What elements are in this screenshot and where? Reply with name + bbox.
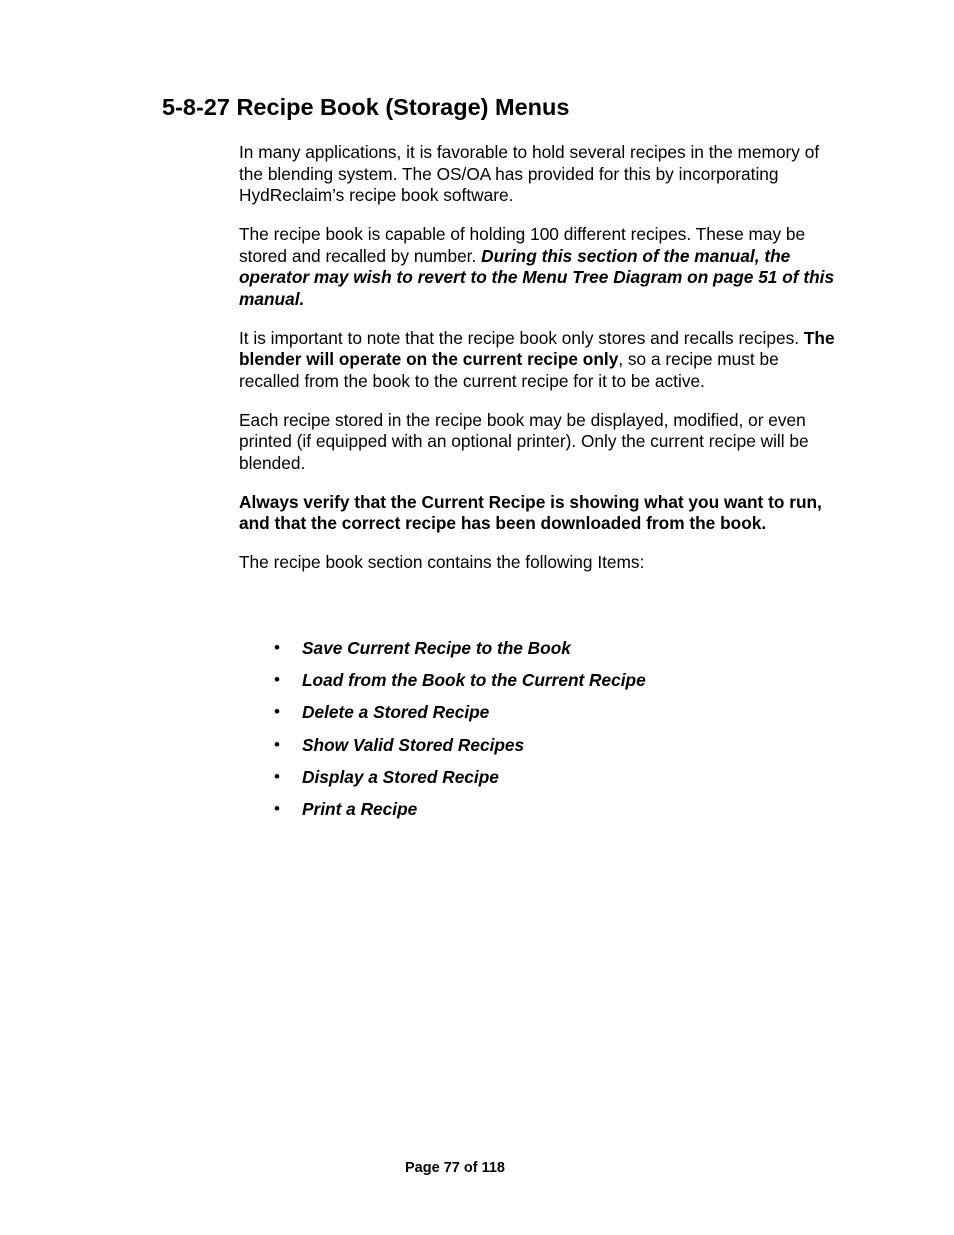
list-item-label: Load from the Book to the Current Recipe [302, 670, 646, 691]
bullet-icon: • [274, 766, 280, 786]
list-item [239, 734, 839, 766]
capacity-text: The recipe book is capable of holding 100 different recipes. These may be stored and recalled by number. [239, 224, 806, 266]
capacity-paragraph [239, 224, 839, 310]
list-item-label: Delete a Stored Recipe [302, 702, 490, 723]
current-recipe-emphasis: The blender will operate on the current recipe only [239, 327, 835, 369]
current-recipe-paragraph [239, 328, 839, 393]
intro-paragraph: In many applications, it is favorable to hold several recipes in the memory of the blending system. The OS/OA has provided for this by incorporating HydReclaim’s recipe book software. [239, 142, 820, 205]
bullet-icon: • [274, 702, 280, 722]
page-number-footer: Page 77 of 118 [405, 1160, 505, 1176]
bullet-icon: • [274, 670, 280, 690]
list-item-label: Save Current Recipe to the Book [302, 638, 571, 658]
bullet-icon: • [274, 798, 280, 818]
list-item-label: Print a Recipe [302, 798, 418, 819]
section-body [239, 142, 839, 591]
list-item-label: Display a Stored Recipe [302, 766, 499, 787]
list-item [239, 637, 839, 669]
section-heading: 5-8-27 Recipe Book (Storage) Menus [162, 94, 570, 120]
recipe-book-items-list [239, 637, 839, 830]
bullet-icon: • [274, 734, 280, 754]
items-intro: The recipe book section contains the following Items: [239, 552, 645, 572]
display-paragraph: Each recipe stored in the recipe book may be displayed, modified, or even printed (if equipped with an optional printer). Only the current recipe will be blended. [239, 409, 809, 473]
verify-warning: Always verify that the Current Recipe is showing what you want to run, and that the correct recipe has been downloaded from the book. [239, 491, 822, 533]
list-item-label: Show Valid Stored Recipes [302, 734, 525, 755]
current-recipe-text-end: , so a recipe must be recalled from the book to the current recipe for it to be active. [239, 349, 779, 391]
list-item [239, 669, 839, 701]
bullet-icon: • [274, 638, 280, 657]
current-recipe-text-start: It is important to note that the recipe book only stores and recalls recipes. [239, 327, 804, 348]
list-item [239, 798, 839, 830]
menu-tree-note: During this section of the manual, the operator may wish to revert to the Menu Tree Diagram on page 51 of this manual. [239, 245, 835, 309]
list-item [239, 701, 839, 733]
list-item [239, 766, 839, 798]
